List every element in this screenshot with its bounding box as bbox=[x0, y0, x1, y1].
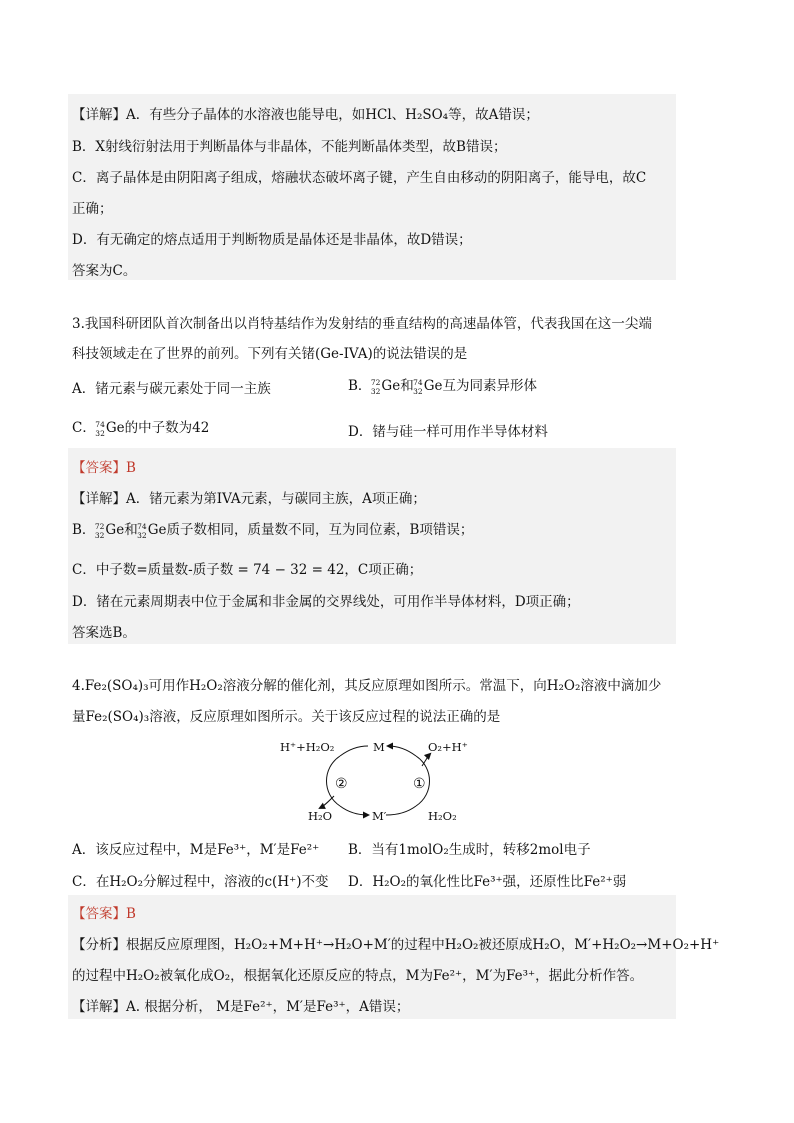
diagram-top-left: H⁺+H₂O₂ bbox=[280, 740, 335, 754]
diagram-bottom-right: H₂O₂ bbox=[428, 809, 457, 823]
prev-detail-line-a: 【详解】A．有些分子晶体的水溶液也能导电，如HCl、H₂SO₄等，故A错误； bbox=[72, 107, 539, 123]
detail-label: 【详解】 bbox=[72, 107, 126, 123]
prev-detail-line-c2: 正确； bbox=[72, 201, 113, 217]
reaction-mechanism-diagram bbox=[278, 736, 478, 828]
q3-stem-line1: 3.我国科研团队首次制备出以肖特基结作为发射结的垂直结构的高速晶体管，代表我国在这一尖端 bbox=[72, 316, 652, 332]
diagram-top-center: M bbox=[373, 740, 385, 754]
q3-stem-line2: 科技领域走在了世界的前列。下列有关锗(Ge-IVA)的说法错误的是 bbox=[72, 346, 468, 362]
q3-option-d: D．锗与硅一样可用作半导体材料 bbox=[348, 424, 548, 440]
diagram-bottom-left: H₂O bbox=[308, 809, 333, 823]
q3-option-a: A．锗元素与碳元素处于同一主族 bbox=[72, 381, 271, 397]
q4-option-c: C．在H₂O₂分解过程中，溶液的c(H⁺)不变 bbox=[72, 874, 329, 890]
q3-detail-a: 【详解】A．锗元素为第IVA元素，与碳同主族，A项正确； bbox=[72, 491, 426, 507]
diagram-circle-right: ① bbox=[413, 776, 426, 792]
q4-option-a: A．该反应过程中，M是Fe³⁺，M′是Fe²⁺ bbox=[72, 842, 320, 858]
q3-option-b: B． 72 32 Ge和 74 32 Ge互为同素异形体 bbox=[348, 377, 537, 396]
diagram-left-arc-head-top bbox=[340, 746, 368, 756]
isotope-ge74: 74 32 bbox=[95, 419, 105, 438]
q4-option-d: D．H₂O₂的氧化性比Fe³⁺强，还原性比Fe²⁺弱 bbox=[348, 874, 627, 890]
q3-option-c: C． 74 32 Ge的中子数为42 bbox=[72, 419, 210, 438]
isotope-ge72: 72 32 bbox=[370, 377, 381, 396]
diagram-top-right: O₂+H⁺ bbox=[428, 740, 468, 754]
diagram-right-branch-out bbox=[422, 754, 430, 766]
diagram-right-arrow bbox=[388, 746, 416, 756]
q4-stem-line1: 4.Fe₂(SO₄)₃可用作H₂O₂溶液分解的催化剂，其反应原理如图所示。常温下，向H₂O₂溶液中滴加少 bbox=[72, 678, 662, 694]
q4-option-b: B．当有1molO₂生成时，转移2mol电子 bbox=[348, 842, 591, 858]
isotope-ge72: 72 32 bbox=[94, 521, 105, 540]
answer-label: 【答案】 bbox=[72, 460, 126, 476]
q3-detail-b: B． 72 32 Ge和 74 32 Ge质子数相同，质量数不同，互为同位素，B项错误； bbox=[72, 521, 474, 540]
q3-answer-block bbox=[68, 448, 676, 644]
diagram-right-arc-bottom bbox=[386, 806, 416, 815]
prev-detail-line-c1: C．离子晶体是由阴阳离子组成，熔融状态破坏离子键，产生自由移动的阴阳离子，能导电，故C bbox=[72, 170, 647, 186]
answer-value: B bbox=[126, 906, 136, 922]
diagram-left-branch-out bbox=[320, 796, 334, 808]
q4-answer bbox=[72, 902, 136, 922]
isotope-ge74: 74 32 bbox=[137, 521, 147, 540]
q4-analysis-line1: 【分析】根据反应原理图，H₂O₂+M+H⁺→H₂O+M′的过程中H₂O₂被还原成H₂O，M′+H₂O₂→M+O₂+H⁺ bbox=[72, 937, 720, 953]
q3-detail-c: C．中子数=质量数-质子数 = 74 − 32 = 42，C项正确； bbox=[72, 562, 423, 578]
detail-label: 【详解】 bbox=[72, 491, 126, 507]
answer-value: B bbox=[126, 460, 136, 476]
diagram-left-arrow bbox=[340, 806, 368, 815]
q4-stem-line2: 量Fe₂(SO₄)₃溶液，反应原理如图所示。关于该反应过程的说法正确的是 bbox=[72, 709, 501, 725]
analysis-label: 【分析】 bbox=[72, 937, 126, 953]
q3-conclusion: 答案选B。 bbox=[72, 625, 136, 641]
q3-answer bbox=[72, 456, 136, 476]
prev-answer: 答案为C。 bbox=[72, 263, 137, 279]
answer-label: 【答案】 bbox=[72, 906, 126, 922]
detail-label: 【详解】 bbox=[72, 999, 126, 1015]
prev-detail-line-b: B．X射线衍射法用于判断晶体与非晶体，不能判断晶体类型，故B错误； bbox=[72, 139, 507, 155]
q4-detail-a: 【详解】A. 根据分析， M是Fe²⁺，M′是Fe³⁺，A错误； bbox=[72, 999, 410, 1015]
prev-detail-line-d: D．有无确定的熔点适用于判断物质是晶体还是非晶体，故D错误； bbox=[72, 232, 472, 248]
q4-analysis-line2: 的过程中H₂O₂被氧化成O₂，根据氧化还原反应的特点，M为Fe²⁺，M′为Fe³⁺，据此分析作答。 bbox=[72, 968, 644, 984]
q3-detail-d: D．锗在元素周期表中位于金属和非金属的交界线处，可用作半导体材料，D项正确； bbox=[72, 594, 580, 610]
diagram-circle-left: ② bbox=[335, 776, 348, 792]
diagram-bottom-center: M′ bbox=[372, 809, 387, 823]
isotope-ge74: 74 32 bbox=[413, 377, 423, 396]
